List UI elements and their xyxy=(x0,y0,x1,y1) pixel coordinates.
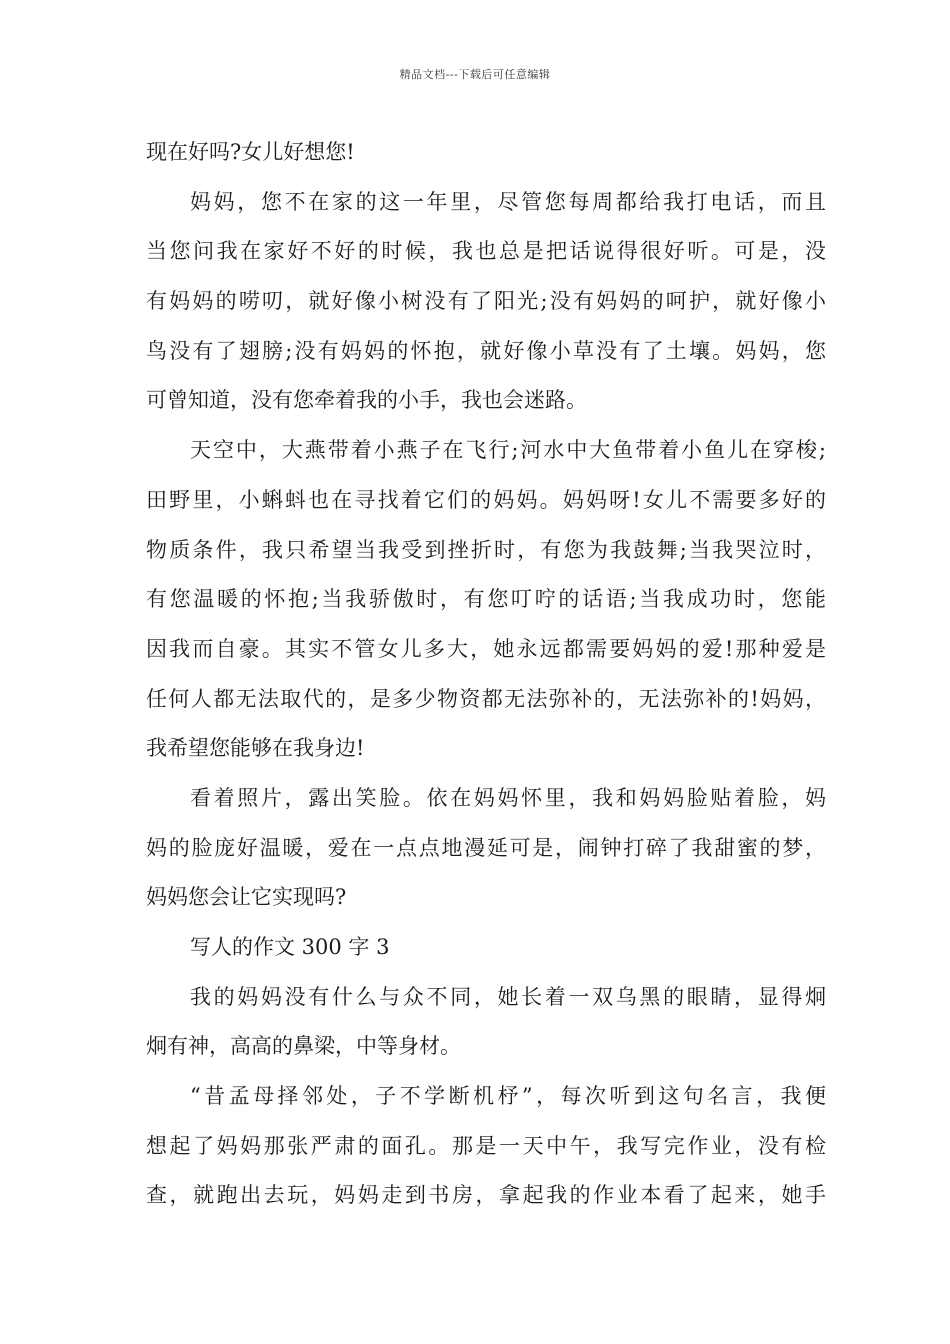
text-line: 天空中，大燕带着小燕子在飞行;河水中大鱼带着小鱼儿在穿梭; xyxy=(190,438,826,463)
text-line: 现在好吗?女儿好想您! xyxy=(146,140,355,164)
text-line: 想起了妈妈那张严肃的面孔。那是一天中午，我写完作业，没有检 xyxy=(146,1133,826,1158)
essay-body xyxy=(146,128,826,1221)
text-line: 可曾知道，没有您牵着我的小手，我也会迷路。 xyxy=(146,388,587,413)
text-line: 任何人都无法取代的，是多少物资都无法弥补的，无法弥补的!妈妈， xyxy=(146,686,826,711)
text-line: 炯有神，高高的鼻梁，中等身材。 xyxy=(146,1034,461,1059)
text-line: 我的妈妈没有什么与众不同，她长着一双乌黑的眼睛，显得炯 xyxy=(190,984,826,1009)
text-line: 因我而自豪。其实不管女儿多大，她永远都需要妈妈的爱!那种爱是 xyxy=(146,636,826,661)
text-line: 查，就跑出去玩，妈妈走到书房，拿起我的作业本看了起来，她手 xyxy=(146,1183,826,1208)
text-line: 有您温暖的怀抱;当我骄傲时，有您叮咛的话语;当我成功时，您能 xyxy=(146,587,826,612)
text-line: 有妈妈的唠叨，就好像小树没有了阳光;没有妈妈的呵护，就好像小 xyxy=(146,289,826,314)
text-line: 妈妈，您不在家的这一年里，尽管您每周都给我打电话，而且 xyxy=(190,189,826,214)
text-line: 鸟没有了翅膀;没有妈妈的怀抱，就好像小草没有了土壤。妈妈，您 xyxy=(146,338,826,363)
text-line: 物质条件，我只希望当我受到挫折时，有您为我鼓舞;当我哭泣时， xyxy=(146,537,826,562)
text-line: 写人的作文 300 字 3 xyxy=(190,935,390,959)
text-line: “昔孟母择邻处，子不学断机杼”，每次听到这句名言，我便 xyxy=(190,1084,826,1109)
text-line: 田野里，小蝌蚪也在寻找着它们的妈妈。妈妈呀!女儿不需要多好的 xyxy=(146,487,826,512)
text-line: 妈妈您会让它实现吗? xyxy=(146,885,347,910)
text-line: 我希望您能够在我身边! xyxy=(146,736,365,761)
page-header: 精品文档---下载后可任意编辑 xyxy=(399,68,551,81)
text-line: 妈的脸庞好温暖，爱在一点点地漫延可是，闹钟打碎了我甜蜜的梦， xyxy=(146,835,826,860)
text-line: 当您问我在家好不好的时候，我也总是把话说得很好听。可是，没 xyxy=(146,239,826,264)
text-line: 看着照片，露出笑脸。依在妈妈怀里，我和妈妈脸贴着脸，妈 xyxy=(190,785,826,810)
